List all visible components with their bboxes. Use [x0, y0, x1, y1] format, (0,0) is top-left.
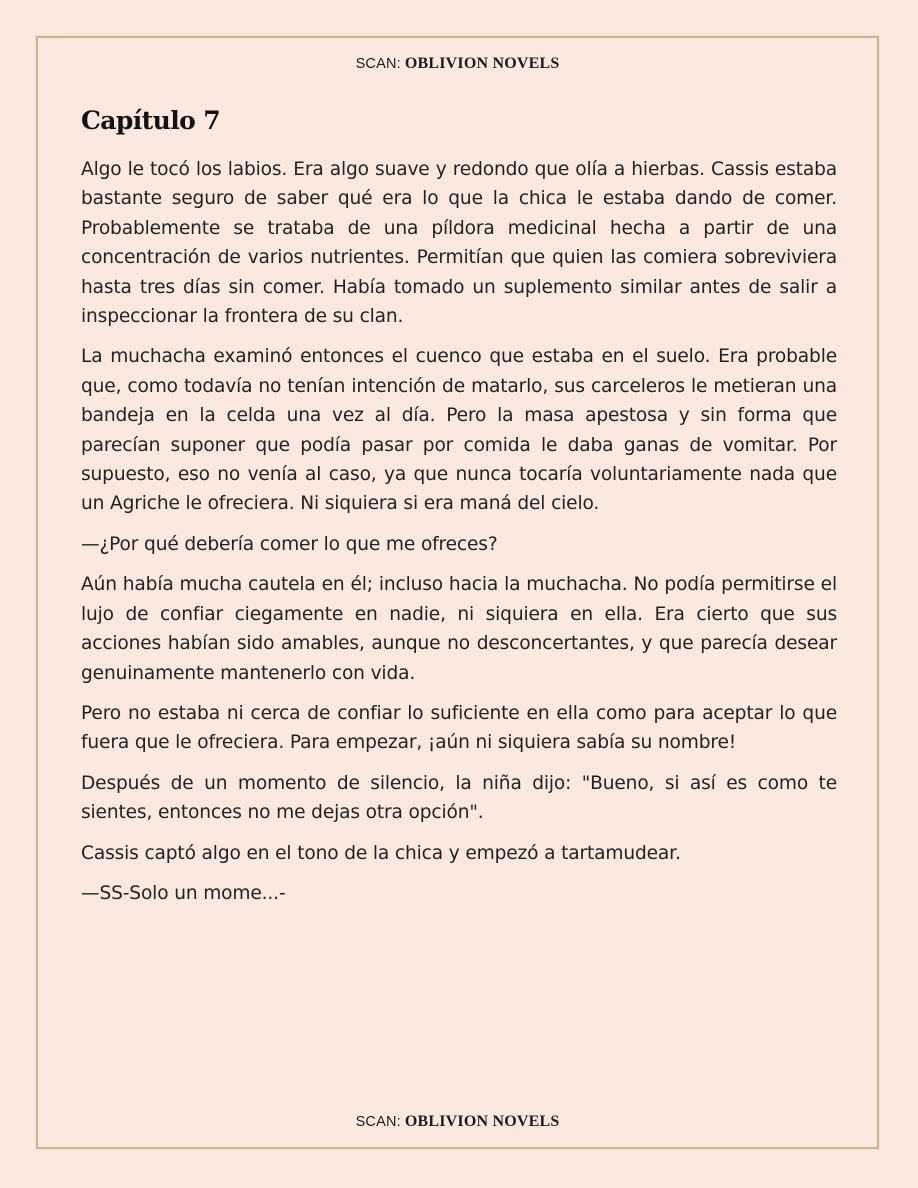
- paragraph: Algo le tocó los labios. Era algo suave y redondo que olía a hierbas. Cassis estaba bastante seguro de saber qué era lo que la chica le estaba dando de comer. Probablemente se trataba de una píldora medicinal hecha a partir de una concentración de varios nutrientes. Permitían que quien las comiera sobreviviera hasta tres días sin comer. Había tomado un suplemento similar antes de salir a inspeccionar la frontera de su clan.: [81, 159, 837, 328]
- scan-credit-header: [38, 55, 877, 73]
- paragraph: Pero no estaba ni cerca de confiar lo suficiente en ella como para aceptar lo que fuera que le ofreciera. Para empezar, ¡aún ni siquiera sabía su nombre!: [81, 702, 837, 754]
- page-frame: [36, 36, 879, 1149]
- dialogue-line: —SS-Solo un mome...-: [81, 882, 286, 904]
- chapter-title: Capítulo 7: [81, 106, 221, 135]
- dialogue-line: —¿Por qué debería comer lo que me ofreces?: [81, 533, 498, 555]
- paragraph: Aún había mucha cautela en él; incluso hacia la muchacha. No podía permitirse el lujo de confiar ciegamente en nadie, ni siquiera en ella. Era cierto que sus acciones habían sido amables, aunque no desconcertantes, y que parecía desear genuinamente mantenerlo con vida.: [81, 574, 837, 684]
- scan-label: SCAN:: [355, 1114, 401, 1130]
- paragraph: Cassis captó algo en el tono de la chica y empezó a tartamudear.: [81, 842, 681, 864]
- paragraph: La muchacha examinó entonces el cuenco que estaba en el suelo. Era probable que, como todavía no tenían intención de matarlo, sus carceleros le metieran una bandeja en la celda una vez al día. Pero la masa apestosa y sin forma que parecían suponer que podía pasar por comida le daba ganas de vomitar. Por supuesto, eso no venía al caso, ya que nunca tocaría voluntariamente nada que un Agriche le ofreciera. Ni siquiera si era maná del cielo.: [81, 346, 837, 515]
- paragraph: Después de un momento de silencio, la niña dijo: "Bueno, si así es como te sientes, entonces no me dejas otra opción".: [81, 772, 837, 824]
- scan-group-name: OBLIVION NOVELS: [404, 55, 560, 72]
- scan-credit-footer: [38, 1113, 877, 1131]
- chapter-body: [81, 155, 837, 919]
- scan-group-name: OBLIVION NOVELS: [404, 1113, 560, 1130]
- scan-label: SCAN:: [355, 56, 401, 72]
